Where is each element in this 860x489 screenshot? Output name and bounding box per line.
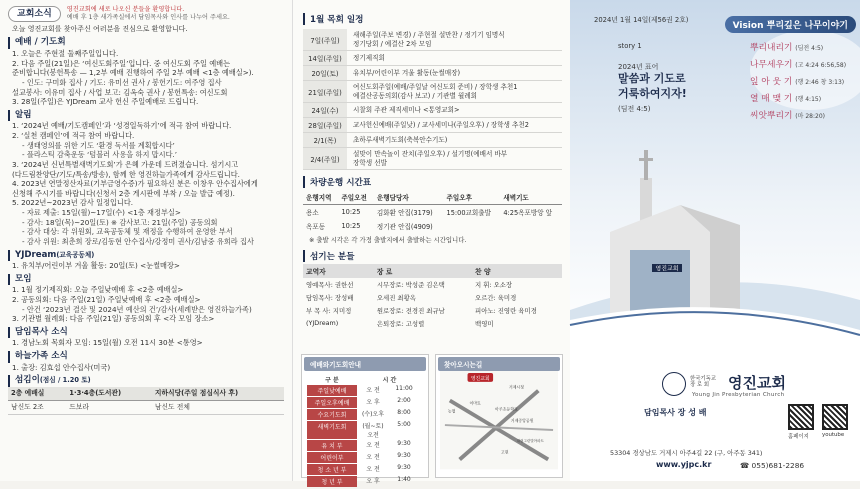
schedule-desc-line: 새해주일(주보 변경) / 주현절 설만찬 / 정기기 임명식 — [353, 31, 505, 39]
youtube-qr-label: youtube — [822, 432, 845, 438]
schedule-row — [303, 118, 562, 133]
vision-label: 나무세우기 — [750, 59, 796, 70]
pastor-news-title: 담임목사 소식 — [8, 327, 284, 339]
motto-text — [618, 72, 687, 102]
list-item: - 인도: 구미화 집사 / 기도: 유미선 권사 / 봉헌기도: 여주영 집사 — [22, 77, 222, 87]
offering-header: 2층 예배실 — [8, 387, 66, 401]
servants-cell: 피아노: 진영란 육미경 — [475, 307, 537, 316]
car-table — [303, 190, 562, 233]
car-title: 차량운행 시간표 — [303, 176, 562, 188]
map-label: 대림그린빌아파트 — [516, 438, 544, 443]
website-link[interactable]: www.yjpc.kr — [656, 460, 712, 469]
news-header — [8, 6, 284, 22]
offering-title: 섬김이 — [15, 375, 40, 386]
phone-number: ☎ 055)681-2286 — [740, 461, 805, 470]
servants-cell: 은퇴장로: 고성렬 — [376, 320, 425, 329]
senior-pastor: 담임목사 장 성 배 — [644, 408, 707, 417]
vision-list — [750, 40, 846, 124]
worship-time-clock: 1:40 — [397, 476, 411, 483]
list-item: 1. 유치부/어린이부 겨울 활동: 20일(토) <눈썰매장> — [12, 261, 180, 271]
worship-time-name: 청 소 년 부 — [307, 464, 357, 475]
schedule-desc-line: 유치부/어린이부 겨울 활동(눈썰매장) — [353, 68, 461, 77]
offering-cell: 남신도 2조 — [8, 400, 66, 414]
worship-time-clock: 5:00 — [397, 421, 411, 428]
vision-item — [750, 57, 846, 74]
servants-cell: 부 목 사: 지미정 — [306, 307, 352, 316]
welcome-text: 오늘 영진교회를 찾아주신 여러분을 진심으로 환영합니다. — [12, 25, 188, 34]
directions-title: 찾아오시는길 — [438, 357, 560, 371]
worship-time-clock: 11:00 — [395, 385, 413, 392]
servants-row — [303, 317, 562, 330]
schedule-desc-line: 예결산공동의회(감사 보고) / 기관별 월례회 — [353, 91, 478, 100]
servants-cell: 백영미 — [475, 320, 494, 329]
list-item: 1. 경남노회 목회자 모임: 15일(월) 오전 11시 30분 <통영> — [12, 338, 203, 348]
servants-cell: 시무장로: 박성준 김은택 — [376, 281, 445, 290]
schedule-desc-line: 정기제직회 — [353, 53, 385, 62]
worship-time-clock: 9:30 — [397, 452, 411, 459]
schedule-row — [303, 81, 562, 103]
map-label: 거제시청 — [508, 384, 524, 390]
homepage-qr-label: 홈페이지 — [788, 434, 809, 440]
notice-section-title: 알림 — [8, 110, 284, 122]
list-item: 3. ‘2024년 신년특별새벽기도회’가 은혜 가운데 드려졌습니다. 섬기시고 — [12, 159, 239, 169]
worship-section-title: 예배 / 기도회 — [8, 37, 284, 49]
church-logo-icon — [662, 372, 686, 396]
worship-time-clock: 9:30 — [397, 464, 411, 471]
list-item: - 안건 ‘2023년 결산 및 2024년 예산의 건’/감사(세례받은 영진하늘가족) — [22, 304, 252, 314]
list-item: 3. 기관별 월례회: 다음 주일(21일) 공동의회 후 <각 모임 장소> — [12, 314, 215, 324]
servants-row — [303, 278, 562, 291]
family-news-title: 하늘가족 소식 — [8, 351, 284, 363]
servants-cell: (YJDream) — [306, 319, 339, 328]
schedule-desc — [347, 118, 562, 133]
schedule-panel — [292, 0, 570, 486]
schedule-row — [303, 51, 562, 66]
vision-label: 잎 아 웃 기 — [750, 76, 796, 87]
worship-time-period: 오 전 — [366, 466, 380, 473]
worship-time-period: 오 전 — [366, 442, 380, 449]
yjdream-list — [8, 261, 284, 271]
car-cell: 4:25옥포방앙 앞 — [503, 209, 553, 218]
offering-header: 지하식당(주일 점심식사 후) — [152, 387, 284, 401]
worship-time-name: 주일오후예배 — [307, 397, 357, 408]
worship-time-period: 오 후 — [366, 399, 380, 406]
list-item: - 감사: 18일(목)~20일(토) ※ 감사보고: 21일(주일) 공동의회 — [22, 217, 218, 227]
schedule-row — [303, 103, 562, 118]
list-item: - 감사 위원: 최춘희 장로/김동현 안수집사/강정미 권사/김남중 유희라 집사 — [22, 236, 254, 246]
schedule-desc-line: 교사헌신예배(주일낮) / 교사세미나(주일오후) / 장학생 추천2 — [353, 120, 529, 129]
servants-row — [303, 304, 562, 317]
schedule-desc — [347, 148, 562, 170]
vision-ref: (행 2:46 창 3:13) — [795, 78, 845, 86]
worship-times-header: 구 분 — [325, 377, 339, 384]
denomination — [690, 376, 716, 389]
worship-time-period: (월~토)오전 — [362, 423, 384, 439]
car-header: 주일오전 — [338, 190, 373, 205]
schedule-date: 14일(주일) — [303, 51, 347, 66]
meeting-list — [8, 285, 284, 324]
vision-label: 열 매 맺 기 — [750, 93, 796, 104]
offering-table — [8, 387, 284, 415]
yjdream-section-title — [8, 250, 284, 262]
cross-bar — [639, 158, 653, 161]
list-item: 2. ‘실천 캠페인’에 적극 참여 바랍니다. — [12, 130, 135, 140]
story-label: story 1 — [618, 42, 642, 50]
motto-line: 거룩하여지자! — [618, 86, 687, 100]
worship-time-name: 유 치 부 — [307, 440, 357, 451]
list-item: 준비합니다(봉헌특송 — 1,2부 예배 진행하여 주일 2부 예배 <1층 예배실>). — [12, 68, 254, 78]
church-address: 53304 경상남도 거제시 아주4길 22 (구, 아주동 341) — [610, 449, 763, 457]
denomination-line: 한국기독교 — [690, 376, 717, 382]
schedule-desc — [347, 133, 562, 148]
vision-item — [750, 108, 846, 125]
car-header: 주일오후 — [444, 190, 501, 205]
schedule-date: 2/4(주일) — [303, 148, 347, 170]
yjdream-title-suffix: (교육공동체) — [56, 250, 95, 259]
schedule-desc-line: 설맞이 만속놀이 잔치(주일오후) / 설기명(예배서 바부 — [353, 150, 508, 159]
car-cell: 용소 — [306, 209, 319, 218]
schedule-desc-line: 정기당회 / 예결산 2차 모임 — [353, 39, 432, 48]
church-sign-text: 영진교회 — [655, 265, 679, 273]
list-item: - 자료 제출: 15일(월)~17일(수) <1층 재정부실> — [22, 208, 181, 218]
servants-header: 장 로 — [374, 264, 472, 278]
directions-map — [440, 371, 558, 469]
church-english-name: Young Jin Presbyterian Church — [692, 392, 785, 398]
newcomer-note — [67, 6, 230, 22]
motto-reference: (딤전 4:5) — [618, 105, 651, 113]
list-item: 2. 다음 주일(21일)은 ‘여신도회주일’입니다. 중 여신도회 주일 예배는 — [12, 58, 231, 68]
schedule-date: 7일(주일) — [303, 29, 347, 51]
worship-time-period: 오 후 — [366, 478, 380, 485]
schedule-desc-line: 시찰회 주관 제직세미나 <통영교회> — [353, 105, 460, 114]
list-item: - 플라스틱 감축운동 ‘텀블러 사용을 하지 맙시다.’ — [22, 150, 178, 160]
schedule-row — [303, 66, 562, 81]
servants-cell: 담임목사: 장성배 — [306, 294, 354, 303]
list-item: 5. 2022년~2023년 감사 일정입니다. — [12, 198, 134, 208]
offering-section-title — [8, 375, 284, 387]
offering-header: 1·3·4층(도서관) — [66, 387, 152, 401]
schedule-desc — [347, 66, 562, 81]
list-item: 설교봉사: 이유미 집사 / 사업 보고: 김옥숙 권사 / 봉헌특송: 여신도회 — [12, 87, 228, 97]
worship-time-name: 수요기도회 — [307, 409, 357, 420]
schedule-desc — [347, 51, 562, 66]
vision-label: 뿌리내리기 — [750, 43, 796, 53]
worship-times-title: 예배와기도회안내 — [304, 357, 426, 371]
vision-ref: (딤전 4:5) — [795, 45, 824, 52]
map-label-church: 영진교회 — [470, 375, 490, 382]
cover-panel — [570, 0, 860, 481]
servants-cell: 오르간: 육미경 — [475, 294, 517, 303]
vision-ref: (고 4:24 6:56,58) — [795, 61, 847, 69]
list-item: - 감사 대상: 각 위원회, 교육공동체 및 재정을 수행하여 운영한 부서 — [22, 227, 233, 237]
meeting-section-title: 모임 — [8, 274, 284, 286]
news-title: 교회소식 — [8, 6, 61, 22]
yjdream-title: YJDream — [15, 249, 57, 260]
car-header: 운행담당자 — [374, 190, 444, 205]
pastor-news-list — [8, 338, 284, 348]
schedule-desc-line: 초하루새벽기도회(축복안수기도) — [353, 135, 448, 144]
offering-title-suffix: (점심 / 1.20 토) — [39, 376, 91, 385]
schedule-desc — [347, 29, 562, 51]
servants-cell: 지 휘: 오소장 — [475, 281, 513, 290]
list-item: 1. ‘2024년 예배/기도캠페인’과 ‘성경일독하기’에 적극 참여 바랍니다. — [12, 121, 232, 131]
map-label: 이마트 — [469, 400, 481, 406]
map-label: 농협 — [447, 408, 456, 414]
issue-date: 2024년 1월 14일(제56권 2호) — [594, 16, 689, 24]
schedule-row — [303, 133, 562, 148]
worship-time-clock: 2:00 — [397, 397, 411, 404]
car-cell: 15:00교회출발 — [446, 209, 491, 218]
newcomer-note-line: 영진교회에 새로 나오신 분들을 환영합니다. — [66, 6, 185, 13]
servants-title: 섬기는 분들 — [303, 250, 562, 262]
worship-time-name: 어린이부 — [307, 452, 357, 463]
worship-time-period: (수)오후 — [361, 411, 385, 418]
worship-times-box — [301, 354, 429, 486]
map-label: 거제중앙공원 — [510, 418, 534, 424]
vision-badge: Vision 뿌리깊은 나무이야기 — [725, 16, 856, 33]
servants-cell: 오세진 최황옥 — [376, 294, 416, 303]
car-cell: 10:25 — [341, 222, 361, 231]
car-cell: 김화환 안집(3179) — [376, 209, 433, 218]
servants-cell: 영예목사: 권한선 — [306, 281, 354, 290]
homepage-qr-icon[interactable] — [788, 404, 814, 430]
offering-cell: 드보라 — [66, 400, 152, 414]
vision-item — [750, 91, 846, 108]
youtube-qr-icon[interactable] — [822, 404, 848, 430]
info-boxes — [301, 354, 563, 486]
worship-list — [8, 49, 284, 107]
schedule-desc — [347, 103, 562, 118]
notice-list — [8, 121, 284, 246]
worship-times-grid — [302, 373, 428, 489]
list-item: 1. 출장: 김효섭 안수집사(미국) — [12, 362, 111, 372]
motto-label: 2024년 표어 — [618, 63, 659, 71]
car-header: 운행지역 — [303, 190, 338, 205]
schedule-desc — [347, 81, 562, 103]
worship-time-period: 오 전 — [366, 387, 380, 394]
servants-table — [303, 264, 562, 330]
worship-times-header: 시 간 — [382, 377, 397, 384]
vision-item — [750, 40, 846, 57]
list-item: 2. 공동의회: 다음 주일(21일) 주일낮예배 후 <2층 예배실> — [12, 294, 201, 304]
schedule-row — [303, 29, 562, 51]
list-item: 3. 28일(주일)은 YJDream 교사 헌신 주일예배로 드립니다. — [12, 97, 199, 107]
servants-row — [303, 291, 562, 304]
car-cell: 정기관 안집(4909) — [376, 223, 433, 232]
list-item: (다드림찬양단/기도/특송/방송), 함께 한 영진하늘가족에게 감사드립니다. — [12, 169, 240, 179]
schedule-desc-line: 여신도회주일(예배/주일날 여신도회 준비) / 장학생 추천1 — [353, 83, 518, 92]
schedule-date: 28일(주일) — [303, 118, 347, 133]
vision-ref: (마 28:20) — [795, 112, 825, 120]
newcomer-note-line: 예배 후 1층 새가족실에서 담임목사와 인사를 나누어 주세요. — [66, 13, 230, 21]
worship-time-clock: 9:30 — [397, 440, 411, 447]
news-panel — [0, 0, 292, 481]
vision-label: 씨앗뿌리기 — [750, 110, 796, 121]
worship-time-name: 주일낮예배 — [307, 385, 357, 396]
church-name: 영진교회 — [728, 374, 786, 392]
map-label: 고현 — [500, 449, 509, 455]
worship-time-clock: 8:00 — [397, 409, 411, 416]
worship-time-name: 청 년 부 — [307, 476, 357, 487]
servants-cell: 원로장로: 전경진 최규남 — [376, 307, 445, 316]
vision-ref: (행 4:15) — [795, 95, 822, 103]
schedule-title: 1월 목회 일정 — [303, 13, 562, 25]
schedule-date: 21일(주일) — [303, 81, 347, 103]
schedule-desc-line: 장학생 선발 — [353, 158, 387, 167]
vision-item — [750, 74, 846, 91]
denomination-line: 장 로 회 — [690, 382, 710, 389]
car-cell — [500, 219, 562, 233]
schedule-table — [303, 29, 562, 170]
motto-line: 말씀과 기도로 — [618, 72, 686, 85]
offering-cell: 남신도 전체 — [152, 400, 284, 414]
schedule-date: 2/1(목) — [303, 133, 347, 148]
list-item: 신청해 주시기를 바랍니다(신청서 2층 게시판에 부착 / 오늘 발급 예정). — [12, 188, 235, 198]
family-news-list — [8, 363, 284, 373]
directions-box — [435, 354, 563, 478]
map-label: 아주초등학교 — [495, 406, 518, 412]
schedule-date: 24일(수) — [303, 103, 347, 118]
servants-header: 교역자 — [303, 264, 374, 278]
car-header: 새벽기도 — [500, 190, 562, 205]
car-cell: 10:25 — [341, 208, 361, 217]
car-cell: 옥포동 — [306, 223, 326, 232]
list-item: 1. 1월 정기제직회: 오늘 주일낮예배 후 <2층 예배실> — [12, 285, 184, 295]
schedule-date: 20일(토) — [303, 66, 347, 81]
list-item: 4. 2023년 연말정산자료(기부금영수증)가 필요하신 분은 이창우 안수집사에게 — [12, 179, 258, 189]
worship-time-period: 오 전 — [366, 454, 380, 461]
cross-post — [644, 150, 648, 180]
list-item: - 생태영의를 위한 기도 ‘환경 독서를 계획합시다’ — [22, 140, 175, 150]
car-cell — [444, 219, 501, 233]
list-item: 1. 오늘은 주현절 둘째주일입니다. — [12, 48, 119, 58]
car-note: ※ 출발 시각은 각 가정 출발지에서 출발하는 시간입니다. — [309, 236, 467, 245]
schedule-row — [303, 148, 562, 170]
worship-time-name: 새벽기도회 — [307, 421, 357, 439]
servants-header: 찬 양 — [472, 264, 562, 278]
